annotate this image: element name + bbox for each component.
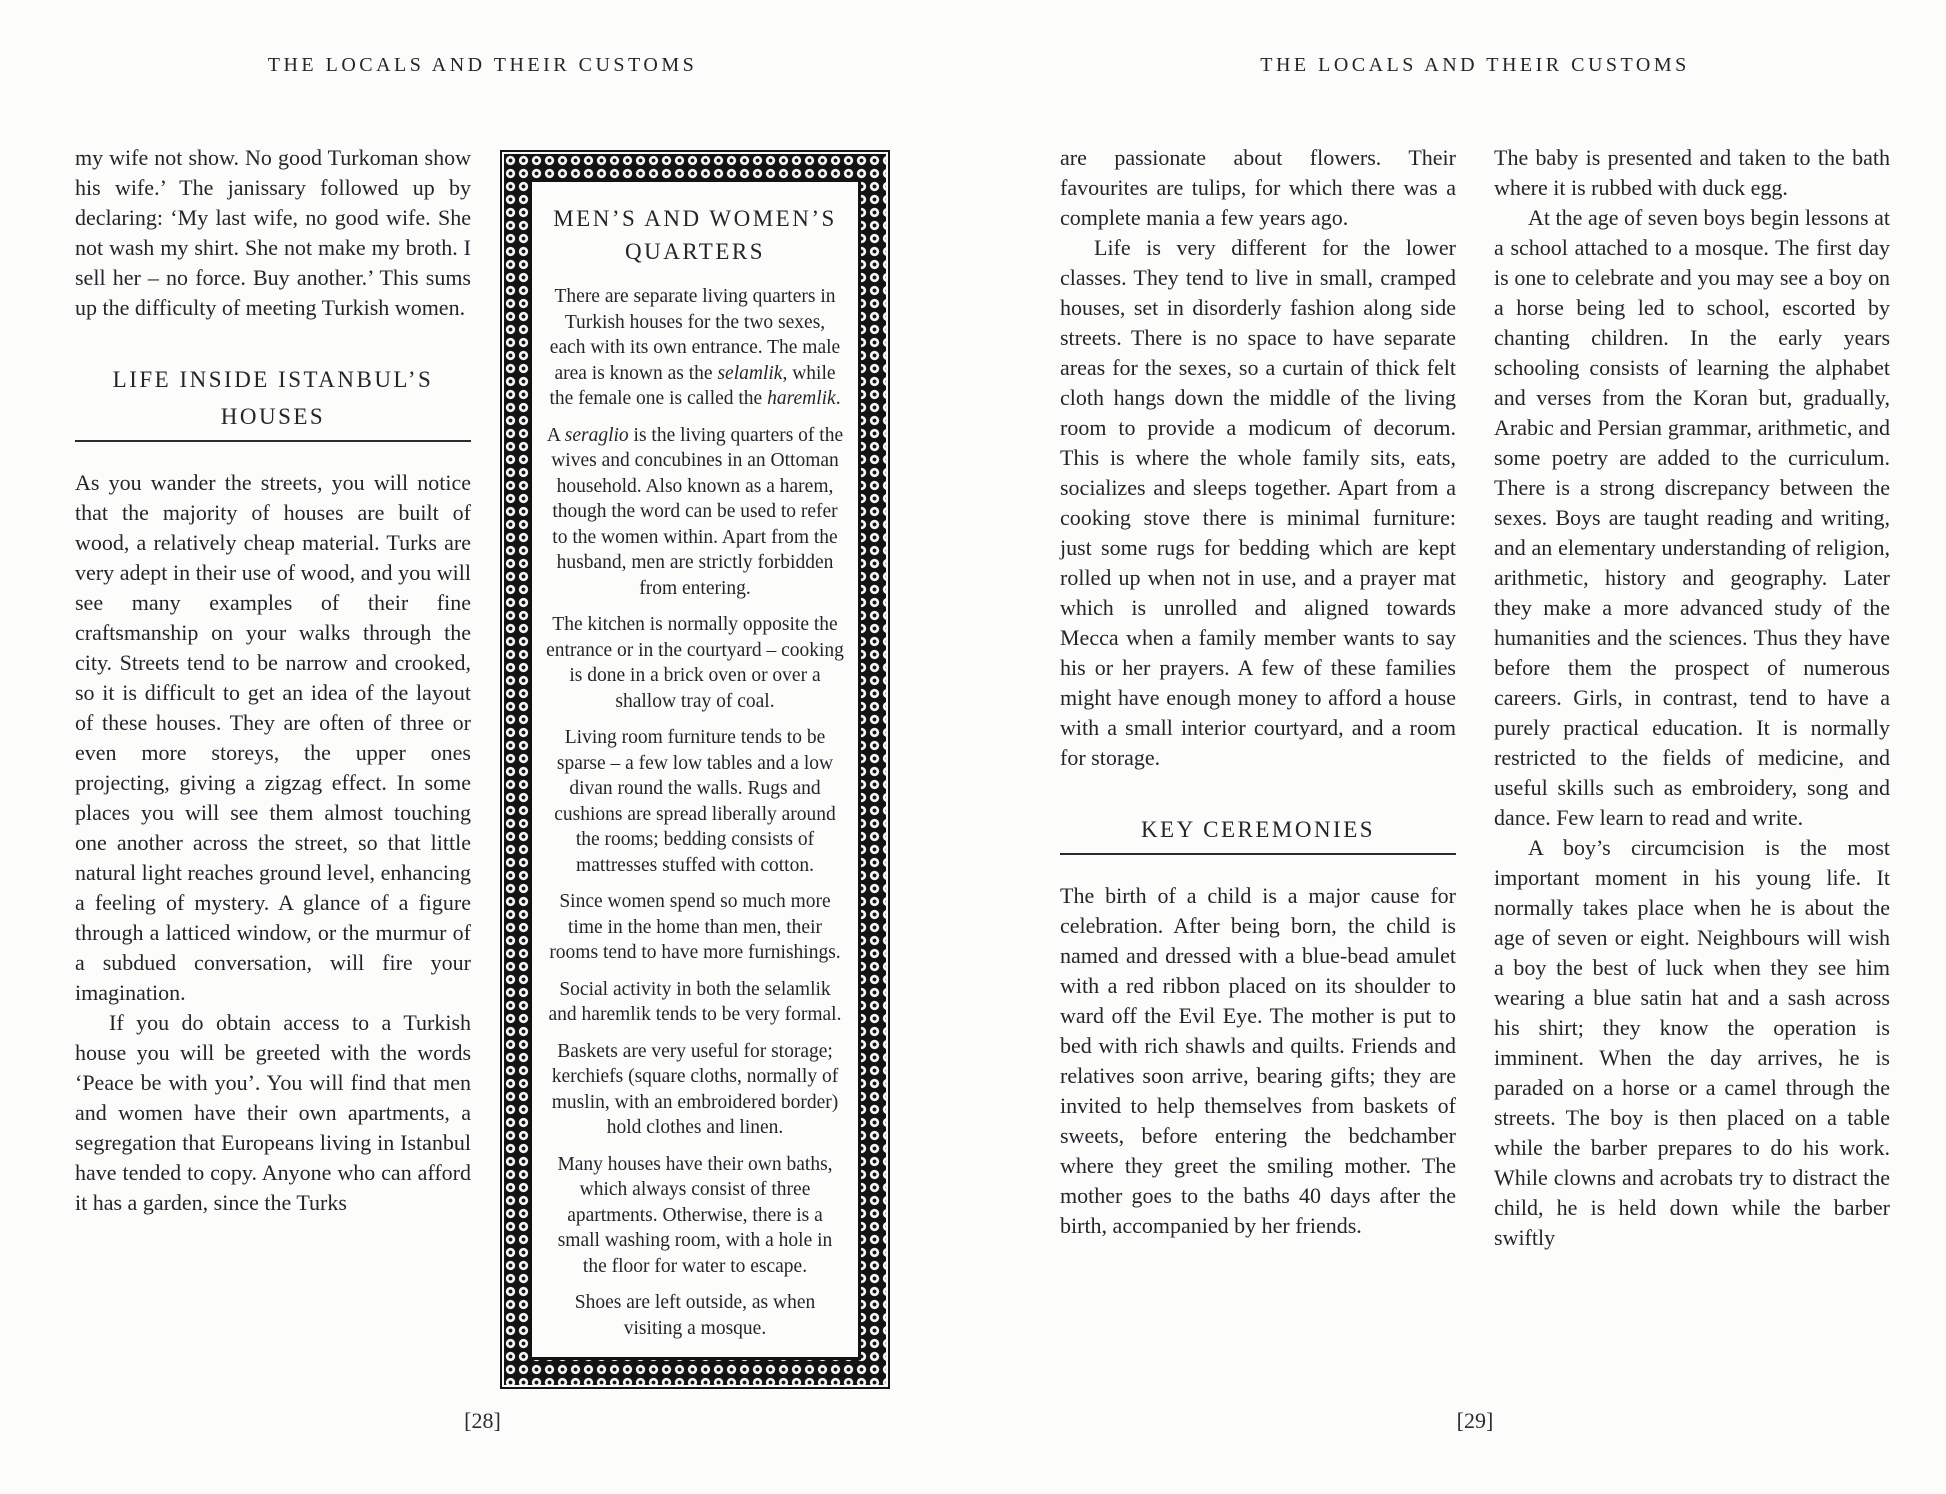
right-page-column-2 [1494, 143, 1890, 1253]
right-page-column-1 [1060, 143, 1456, 1253]
sidebar-box [500, 150, 890, 1389]
sidebar-paragraph: There are separate living quarters in Turkish houses for the two sexes, each with its own entrance. The male area is known as the selamlik, while the female one is called the haremlik. [549, 286, 841, 409]
paragraph-baby-continuation: The baby is presented and taken to the bath where it is rubbed with duck egg. [1494, 145, 1890, 200]
heading-rule [75, 440, 471, 442]
paragraph-houses-1: As you wander the streets, you will notice that the majority of houses are built of wood, a relatively cheap material. Turks are very adept in their use of wood, and you will see many examples of their fine craftsmanship on your walks through the city. Streets tend to be narrow and crooked, so it is difficult to get an idea of the layout of these houses. They are often of three or even more storeys, the upper ones projecting, giving a zigzag effect. In some places you will see them almost touching one another across the street, so that little natural light reaches ground level, enhancing a feeling of mystery. A glance of a figure through a latticed window, or the murmur of a subdued conversation, will fire your imagination. [75, 470, 471, 1005]
left-page-text-column [75, 143, 471, 1218]
paragraph-intro-continuation: my wife not show. No good Turkoman show his wife.’ The janissary followed up by declaring: ‘My last wife, no good wife. She not wash my shirt. She not make my broth. I sell her – no force. Buy another.’ This sums up the difficulty of meeting Turkish women. [75, 145, 471, 320]
sidebar-paragraph: A seraglio is the living quarters of the wives and concubines in an Ottoman household. Also known as a harem, though the word can be used to refer to the women within. Apart from the husband, men are strictly forbidden from entering. [546, 424, 844, 599]
section-heading-key-ceremonies: KEY CEREMONIES [1140, 817, 1376, 842]
paragraph-houses-2: If you do obtain access to a Turkish house you will be greeted with the words ‘Peace be with you’. You will find that men and women have their own apartments, a segregation that Europeans living in Istanbul have tended to copy. Anyone who can afford it has a garden, since the Turks [75, 1010, 471, 1215]
section-heading-life-inside: LIFE INSIDE ISTANBUL’S HOUSES [112, 367, 434, 429]
paragraph-flowers-continuation: are passionate about flowers. Their favourites are tulips, for which there was a complete mania a few years ago. [1060, 145, 1456, 230]
page-number-left: [28] [464, 1408, 501, 1433]
sidebar-paragraph: Shoes are left outside, as when visiting a mosque. [574, 1292, 816, 1339]
right-page-columns [1060, 143, 1890, 1253]
sidebar-paragraph: Living room furniture tends to be sparse – a few low tables and a low divan round the walls. Rugs and cushions are spread liberally around the rooms; bedding consists of mattresses stuffed with cotton. [554, 727, 836, 876]
paragraph-lower-classes: Life is very different for the lower classes. They tend to live in small, cramped houses, set in disorderly fashion along side streets. There is no space to have separate areas for the sexes, so a curtain of thick felt cloth hangs down the middle of the living room to provide a modicum of decorum. This is where the whole family sits, eats, socializes and sleeps together. Apart from a cooking stove there is minimal furniture: just some rugs for bedding which are kept rolled up when not in use, and a prayer mat which is unrolled and aligned towards Mecca when a family member wants to say his or her prayers. A few of these families might have enough money to afford a house with a small interior courtyard, and a room for storage. [1060, 235, 1456, 770]
sidebar-paragraph: Since women spend so much more time in the home than men, their rooms tend to have more furnishings. [549, 891, 841, 963]
sidebar-paragraph: Social activity in both the selamlik and haremlik tends to be very formal. [548, 978, 842, 1025]
running-header-right: THE LOCALS AND THEIR CUSTOMS [1260, 54, 1690, 76]
page-number-right: [29] [1456, 1408, 1494, 1433]
sidebar-paragraph: The kitchen is normally opposite the entrance or in the courtyard – cooking is done in a brick oven or over a shallow tray of coal. [546, 614, 844, 712]
sidebar-box-content [529, 179, 861, 1360]
sidebar-paragraph: Many houses have their own baths, which always consist of three apartments. Otherwise, there is a small washing room, with a hole in the floor for water to escape. [557, 1153, 833, 1277]
paragraph-circumcision: A boy’s circumcision is the most important moment in his young life. It normally takes place when he is about the age of seven or eight. Neighbours will wish a boy the best of luck when they see him wearing a blue satin hat and a sash across his shirt; they know the operation is imminent. When the day arrives, he is paraded on a horse or a camel through the streets. The boy is then placed on a table while the barber prepares to do his work. While clowns and acrobats try to distract the child, he is held down while the barber swiftly [1494, 835, 1890, 1250]
sidebar-title: MEN’S AND WOMEN’S QUARTERS [553, 206, 837, 264]
heading-rule [1060, 853, 1456, 855]
sidebar-paragraphs [546, 284, 844, 1341]
paragraph-birth: The birth of a child is a major cause for celebration. After being born, the child is named and dressed with a blue-bead amulet with a red ribbon placed on its shoulder to ward off the Evil Eye. The mother is put to bed with rich shawls and quilts. Friends and relatives soon arrive, bearing gifts; they are invited to help themselves from baskets of sweets, before entering the bedchamber where they greet the smiling mother. The mother goes to the baths 40 days after the birth, accompanied by her friends. [1060, 883, 1456, 1238]
sidebar-paragraph: Baskets are very useful for storage; kerchiefs (square cloths, normally of muslin, with an embroidered border) hold clothes and linen. [551, 1040, 839, 1138]
running-header-left: THE LOCALS AND THEIR CUSTOMS [267, 54, 698, 76]
paragraph-schooling: At the age of seven boys begin lessons at a school attached to a mosque. The first day is one to celebrate and you may see a boy on a horse being led to school, escorted by chanting children. In the early years schooling consists of learning the alphabet and verses from the Koran but, gradually, Arabic and Persian grammar, arithmetic, and some poetry are added to the curriculum. There is a strong discrepancy between the sexes. Boys are taught reading and writing, and an elementary understanding of religion, arithmetic, history and geography. Later they make a more advanced study of the humanities and the sciences. Thus they have before them the prospect of numerous careers. Girls, in contrast, tend to have a purely practical education. It is normally restricted to the fields of medicine, and useful skills such as embroidery, song and dance. Few learn to read and write. [1494, 205, 1890, 830]
